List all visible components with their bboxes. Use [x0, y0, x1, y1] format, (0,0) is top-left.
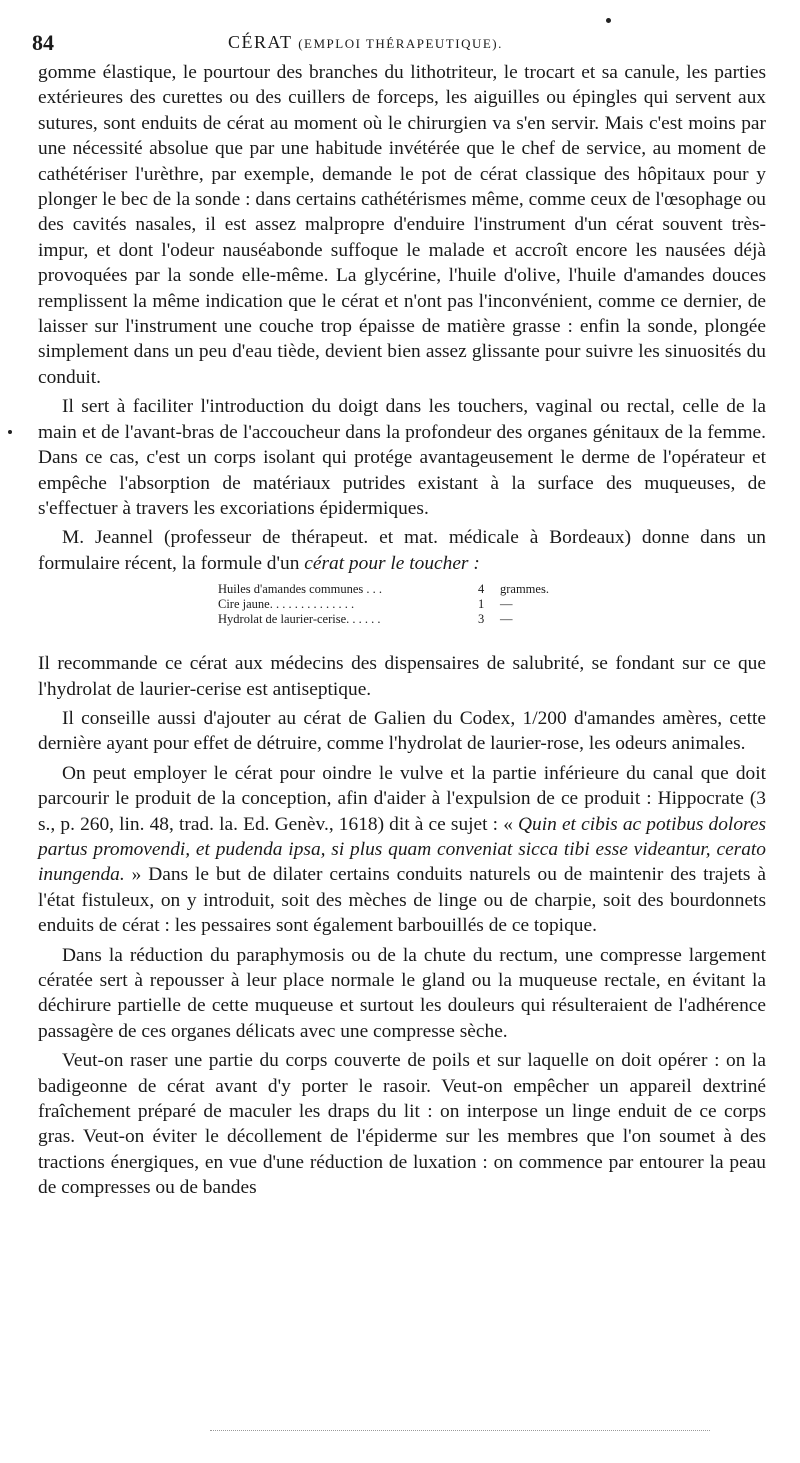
formula-ingredient: Hydrolat de laurier-cerise. . . . . .	[218, 612, 381, 627]
formula-unit: —	[500, 612, 513, 627]
running-title-main: CÉRAT	[228, 32, 293, 52]
paragraph-touchers: Il sert à faciliter l'introduction du doigt dans les touchers, vaginal ou rectal, celle de la main et de l'avant-bras de l'accoucheur dans la profondeur des organes génitaux de la femme. Dans ce cas, c'est un corps isolant qui protége avantageusement le derme de l'opérateur et empêche l'absorption de matériaux putrides existant à la surface des muqueuses, de s'effectuer à travers les excoriations épidermiques.	[38, 396, 766, 519]
formula-ingredient: Huiles d'amandes communes . . .	[218, 582, 383, 597]
hippocrate-latin-quote: Quin et cibis ac potibus dolores partus promovendi, et pudenda ipsa, si plus quam conveniat sicca tibi esse videantur, cerato inungenda.	[38, 813, 766, 886]
formula-quantity: 3	[478, 612, 485, 627]
running-title-sub: (EMPLOI THÉRAPEUTIQUE).	[298, 36, 503, 51]
formula-ingredient: Cire jaune. . . . . . . . . . . . . .	[218, 597, 355, 612]
formula-table	[218, 582, 766, 627]
page-number: 84	[32, 30, 54, 55]
paragraph-jeannel	[38, 525, 766, 576]
paragraph-instruments: gomme élastique, le pourtour des branches du lithotriteur, le trocart et sa canule, les parties extérieures des curettes ou des cuillers de forceps, les aiguilles ou épingles qui servent aux sutures, sont enduits de cérat au moment où le chirurgien va s'en servir. Mais c'est moins par une nécessité absolue que par une habitude invétérée que le chef de service, au moment de cathétériser l'urèthre, par exemple, demande le pot de cérat classique des hôpitaux pour y plonger le bec de la sonde : dans certains cathétérismes même, comme ceux de l'œsophage ou des cavités nasales, il est assez malpropre d'enduire l'instrument d'un cérat souvent très-impur, et dont l'odeur nauséabonde suffoque le malade et accroît encore les nausées déjà provoquées par la sonde elle-même. La glycérine, l'huile d'olive, l'huile d'amandes douces remplissent la même indication que le cérat et n'ont pas l'inconvénient, comme ce dernier, de laisser sur l'instrument une couche trop épaisse de matière grasse : enfin la sonde, plongée simplement dans un peu d'eau tiède, devient bien assez glissante pour suivre les sinuosités du conduit.	[38, 62, 766, 388]
formula-row	[218, 612, 766, 627]
paragraph-conseille: Il conseille aussi d'ajouter au cérat de Galien du Codex, 1/200 d'amandes amères, cette dernière ayant pour effet de détruire, comme l'hydrolat de laurier-rose, les odeurs animales.	[38, 707, 766, 755]
paragraph-recommande: Il recommande ce cérat aux médecins des dispensaires de salubrité, se fondant sur ce que l'hydrolat de laurier-cerise est antiseptique.	[38, 653, 766, 700]
running-title	[228, 32, 503, 53]
jeannel-italic: cérat pour le toucher :	[304, 552, 480, 574]
body-text	[38, 60, 766, 1201]
formula-unit: —	[500, 597, 513, 612]
formula-row	[218, 597, 766, 612]
ink-speck	[8, 430, 12, 434]
hippocrate-text-after: » Dans le but de dilater certains conduits naturels ou de maintenir des trajets à l'état fistuleux, on y introduit, soit des mèches de linge ou de charpie, soit des bourdonnets enduits de cérat : les pessaires sont également barbouillés de ce topique.	[38, 864, 766, 937]
jeannel-text: M. Jeannel (professeur de thérapeut. et mat. médicale à Bordeaux) donne dans un formulaire récent, la formule d'un	[38, 527, 766, 574]
page-header	[32, 30, 768, 60]
formula-row	[218, 582, 766, 597]
ink-speck	[606, 18, 611, 23]
paragraph-raser: Veut-on raser une partie du corps couverte de poils et sur laquelle on doit opérer : on la badigeonne de cérat avant d'y porter le rasoir. Veut-on empêcher un appareil dextriné fraîchement préparé de maculer les draps du lit : on interpose un linge enduit de ce corps gras. Veut-on éviter le décollement de l'épiderme sur les membres que l'on soumet à des tractions énergiques, en vue d'une réduction de luxation : on commence par entourer la peau de compresses ou de bandes	[38, 1050, 766, 1199]
formula-quantity: 4	[478, 582, 485, 597]
formula-quantity: 1	[478, 597, 485, 612]
formula-unit: grammes.	[500, 582, 549, 597]
hippocrate-text: On peut employer le cérat pour oindre le vulve et la partie inférieure du canal que doit parcourir le produit de la conception, afin d'aider à l'expulsion de ce produit : Hippocrate (3 s., p. 260, lin. 48, trad. la. Ed. Genèv., 1618) dit à ce sujet : «	[38, 762, 766, 835]
spacer	[38, 633, 766, 651]
footer-dotted-line	[210, 1430, 710, 1431]
paragraph-paraphymosis: Dans la réduction du paraphymosis ou de la chute du rectum, une compresse largement cératée sert à repousser à leur place normale le gland ou la muqueuse rectale, en évitant la déchirure partielle de cette muqueuse et surtout les douleurs qui résulteraient de l'adhérence passagère de ces organes délicats avec une compresse sèche.	[38, 944, 766, 1042]
paragraph-hippocrate	[38, 761, 766, 939]
